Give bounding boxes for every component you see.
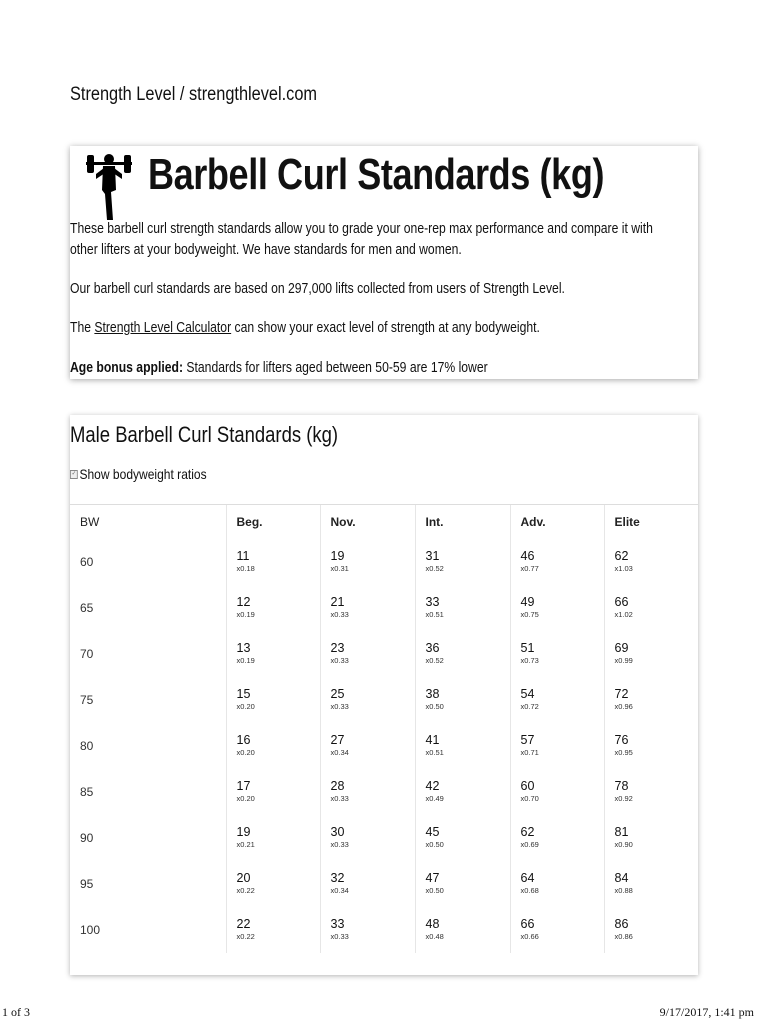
standard-cell bbox=[320, 861, 415, 907]
standard-value: 31 bbox=[425, 549, 440, 563]
standard-cell bbox=[510, 907, 604, 953]
standard-cell bbox=[320, 723, 415, 769]
column-header-advanced: Adv. bbox=[510, 505, 604, 539]
bodyweight-ratio: x0.49 bbox=[425, 794, 444, 803]
bodyweight-cell: 70 bbox=[70, 631, 226, 677]
bodyweight-ratio: x0.48 bbox=[425, 932, 444, 941]
standard-value: 16 bbox=[236, 733, 251, 747]
standard-cell bbox=[320, 815, 415, 861]
standard-value: 25 bbox=[330, 687, 345, 701]
standard-cell bbox=[604, 631, 698, 677]
table-row bbox=[70, 631, 698, 677]
bodyweight-ratio: x1.03 bbox=[614, 564, 633, 573]
standard-value: 17 bbox=[236, 779, 251, 793]
data-source-paragraph: Our barbell curl standards are based on 297,000 lifts collected from users of Strength Level. bbox=[70, 281, 565, 297]
table-row bbox=[70, 907, 698, 953]
bodyweight-ratio: x0.70 bbox=[520, 794, 539, 803]
bodyweight-ratio: x0.18 bbox=[236, 564, 255, 573]
column-header-intermediate: Int. bbox=[415, 505, 510, 539]
standard-value: 21 bbox=[330, 595, 345, 609]
strength-level-calculator-link[interactable]: Strength Level Calculator bbox=[94, 320, 232, 336]
bodyweight-ratio: x0.20 bbox=[236, 748, 255, 757]
bodyweight-ratio: x0.72 bbox=[520, 702, 539, 711]
standard-value: 76 bbox=[614, 733, 629, 747]
standard-value: 33 bbox=[330, 917, 345, 931]
weightlifter-icon bbox=[84, 152, 134, 222]
bodyweight-ratio: x0.73 bbox=[520, 656, 539, 665]
standard-cell bbox=[510, 723, 604, 769]
standard-cell bbox=[415, 769, 510, 815]
standard-value: 45 bbox=[425, 825, 440, 839]
standard-cell bbox=[320, 769, 415, 815]
column-header-bw: BW bbox=[70, 505, 226, 539]
standard-cell bbox=[604, 769, 698, 815]
standard-cell bbox=[415, 631, 510, 677]
bodyweight-ratio: x0.34 bbox=[330, 748, 349, 757]
standard-cell bbox=[226, 769, 320, 815]
standard-cell bbox=[510, 815, 604, 861]
page-title: Barbell Curl Standards (kg) bbox=[148, 150, 605, 199]
standard-value: 78 bbox=[614, 779, 629, 793]
standard-cell bbox=[510, 769, 604, 815]
standard-value: 81 bbox=[614, 825, 629, 839]
standard-value: 86 bbox=[614, 917, 629, 931]
bodyweight-ratio: x0.99 bbox=[614, 656, 633, 665]
standard-cell bbox=[510, 539, 604, 585]
standard-value: 51 bbox=[520, 641, 535, 655]
bodyweight-ratio-label: Show bodyweight ratios bbox=[79, 466, 207, 482]
male-standards-table bbox=[70, 505, 698, 953]
bodyweight-ratio: x0.92 bbox=[614, 794, 633, 803]
standard-value: 54 bbox=[520, 687, 535, 701]
bodyweight-ratio: x0.75 bbox=[520, 610, 539, 619]
bodyweight-ratio: x0.69 bbox=[520, 840, 539, 849]
standard-value: 13 bbox=[236, 641, 251, 655]
bodyweight-ratio: x0.66 bbox=[520, 932, 539, 941]
bodyweight-cell: 90 bbox=[70, 815, 226, 861]
standard-value: 66 bbox=[614, 595, 629, 609]
standard-cell bbox=[226, 539, 320, 585]
standard-value: 36 bbox=[425, 641, 440, 655]
bodyweight-ratio: x0.95 bbox=[614, 748, 633, 757]
bodyweight-ratio: x0.50 bbox=[425, 702, 444, 711]
bodyweight-ratio: x0.34 bbox=[330, 886, 349, 895]
bodyweight-ratio: x0.22 bbox=[236, 932, 255, 941]
standard-cell bbox=[415, 907, 510, 953]
bodyweight-ratio: x0.77 bbox=[520, 564, 539, 573]
standard-cell bbox=[604, 815, 698, 861]
table-row bbox=[70, 769, 698, 815]
table-row bbox=[70, 585, 698, 631]
standard-value: 38 bbox=[425, 687, 440, 701]
bodyweight-ratio: x0.21 bbox=[236, 840, 255, 849]
bodyweight-ratio: x0.33 bbox=[330, 840, 349, 849]
bodyweight-ratio: x0.33 bbox=[330, 702, 349, 711]
bodyweight-ratio: x0.31 bbox=[330, 564, 349, 573]
table-row bbox=[70, 677, 698, 723]
bodyweight-cell: 95 bbox=[70, 861, 226, 907]
standard-value: 66 bbox=[520, 917, 535, 931]
standard-cell bbox=[226, 907, 320, 953]
standard-cell bbox=[226, 585, 320, 631]
standard-value: 84 bbox=[614, 871, 629, 885]
standard-value: 30 bbox=[330, 825, 345, 839]
standard-cell bbox=[604, 861, 698, 907]
standard-cell bbox=[415, 585, 510, 631]
bodyweight-cell: 80 bbox=[70, 723, 226, 769]
standard-cell bbox=[604, 677, 698, 723]
standard-cell bbox=[320, 907, 415, 953]
intro-card bbox=[70, 146, 698, 379]
standard-cell bbox=[604, 585, 698, 631]
standard-cell bbox=[604, 539, 698, 585]
bodyweight-cell: 85 bbox=[70, 769, 226, 815]
bodyweight-ratio-toggle[interactable] bbox=[70, 466, 207, 482]
standard-value: 49 bbox=[520, 595, 535, 609]
standard-value: 12 bbox=[236, 595, 251, 609]
standard-cell bbox=[510, 631, 604, 677]
standard-value: 42 bbox=[425, 779, 440, 793]
bodyweight-ratio: x0.20 bbox=[236, 702, 255, 711]
standard-value: 48 bbox=[425, 917, 440, 931]
standard-value: 72 bbox=[614, 687, 629, 701]
bodyweight-ratio: x0.52 bbox=[425, 656, 444, 665]
calculator-prefix: The bbox=[70, 320, 95, 336]
standard-value: 19 bbox=[236, 825, 251, 839]
bodyweight-ratio-checkbox[interactable]: ✓ bbox=[71, 470, 77, 477]
bodyweight-ratio: x0.96 bbox=[614, 702, 633, 711]
standard-value: 27 bbox=[330, 733, 345, 747]
bodyweight-ratio: x1.02 bbox=[614, 610, 633, 619]
bodyweight-ratio: x0.19 bbox=[236, 656, 255, 665]
bodyweight-cell: 100 bbox=[70, 907, 226, 953]
standard-value: 46 bbox=[520, 549, 535, 563]
intro-paragraph: These barbell curl strength standards allow you to grade your one-rep max performance and compare it with other lifters at your bodyweight. We have standards for men and women. bbox=[70, 221, 653, 258]
standard-value: 15 bbox=[236, 687, 251, 701]
standard-value: 28 bbox=[330, 779, 345, 793]
bodyweight-ratio: x0.51 bbox=[425, 610, 444, 619]
column-header-elite: Elite bbox=[614, 515, 640, 529]
bodyweight-ratio: x0.33 bbox=[330, 610, 349, 619]
bodyweight-ratio: x0.50 bbox=[425, 840, 444, 849]
bodyweight-ratio: x0.33 bbox=[330, 932, 349, 941]
standard-cell bbox=[604, 723, 698, 769]
standard-value: 19 bbox=[330, 549, 345, 563]
age-bonus-note bbox=[70, 358, 675, 379]
print-timestamp: 9/17/2017, 1:41 pm bbox=[659, 1005, 754, 1019]
table-row bbox=[70, 539, 698, 585]
standard-cell bbox=[320, 539, 415, 585]
bodyweight-ratio: x0.51 bbox=[425, 748, 444, 757]
standard-value: 41 bbox=[425, 733, 440, 747]
age-bonus-label: Age bonus applied: bbox=[70, 360, 184, 376]
male-table-title: Male Barbell Curl Standards (kg) bbox=[70, 422, 339, 447]
table-row bbox=[70, 815, 698, 861]
table-row bbox=[70, 861, 698, 907]
page-number: 1 of 3 bbox=[2, 1005, 30, 1019]
age-bonus-text: Standards for lifters aged between 50-59 are 17% lower bbox=[183, 360, 488, 376]
standard-value: 20 bbox=[236, 871, 251, 885]
standard-cell bbox=[604, 907, 698, 953]
bodyweight-ratio: x0.68 bbox=[520, 886, 539, 895]
standard-value: 64 bbox=[520, 871, 535, 885]
bodyweight-ratio: x0.50 bbox=[425, 886, 444, 895]
bodyweight-ratio: x0.88 bbox=[614, 886, 633, 895]
calculator-paragraph bbox=[70, 318, 675, 339]
standard-cell bbox=[510, 585, 604, 631]
standard-cell bbox=[320, 677, 415, 723]
calculator-suffix: can show your exact level of strength at any bodyweight. bbox=[231, 320, 540, 336]
standard-cell bbox=[415, 539, 510, 585]
column-header-beginner: Beg. bbox=[226, 505, 320, 539]
bodyweight-ratio: x0.22 bbox=[236, 886, 255, 895]
standard-cell bbox=[415, 815, 510, 861]
bodyweight-cell: 75 bbox=[70, 677, 226, 723]
bodyweight-ratio: x0.19 bbox=[236, 610, 255, 619]
standard-value: 60 bbox=[520, 779, 535, 793]
standard-value: 69 bbox=[614, 641, 629, 655]
standard-cell bbox=[226, 677, 320, 723]
bodyweight-ratio: x0.86 bbox=[614, 932, 633, 941]
bodyweight-cell: 60 bbox=[70, 539, 226, 585]
standard-cell bbox=[415, 677, 510, 723]
standard-cell bbox=[510, 677, 604, 723]
table-header-row bbox=[70, 505, 698, 539]
standard-value: 47 bbox=[425, 871, 440, 885]
standard-value: 57 bbox=[520, 733, 535, 747]
standard-value: 33 bbox=[425, 595, 440, 609]
standard-value: 32 bbox=[330, 871, 345, 885]
bodyweight-ratio: x0.52 bbox=[425, 564, 444, 573]
standard-cell bbox=[226, 631, 320, 677]
standard-cell bbox=[320, 585, 415, 631]
standard-cell bbox=[226, 815, 320, 861]
standard-cell bbox=[415, 861, 510, 907]
standard-cell bbox=[226, 861, 320, 907]
table-row bbox=[70, 723, 698, 769]
column-header-novice: Nov. bbox=[320, 505, 415, 539]
male-standards-card bbox=[70, 415, 698, 975]
bodyweight-ratio: x0.71 bbox=[520, 748, 539, 757]
bodyweight-ratio: x0.33 bbox=[330, 794, 349, 803]
standard-cell bbox=[320, 631, 415, 677]
standard-value: 22 bbox=[236, 917, 251, 931]
bodyweight-ratio: x0.33 bbox=[330, 656, 349, 665]
bodyweight-ratio: x0.90 bbox=[614, 840, 633, 849]
site-header: Strength Level / strengthlevel.com bbox=[70, 84, 318, 105]
standard-value: 62 bbox=[614, 549, 629, 563]
bodyweight-cell: 65 bbox=[70, 585, 226, 631]
standard-cell bbox=[415, 723, 510, 769]
standard-cell bbox=[226, 723, 320, 769]
standard-cell bbox=[510, 861, 604, 907]
standard-value: 23 bbox=[330, 641, 345, 655]
standard-value: 11 bbox=[236, 549, 250, 563]
bodyweight-ratio: x0.20 bbox=[236, 794, 255, 803]
standard-value: 62 bbox=[520, 825, 535, 839]
